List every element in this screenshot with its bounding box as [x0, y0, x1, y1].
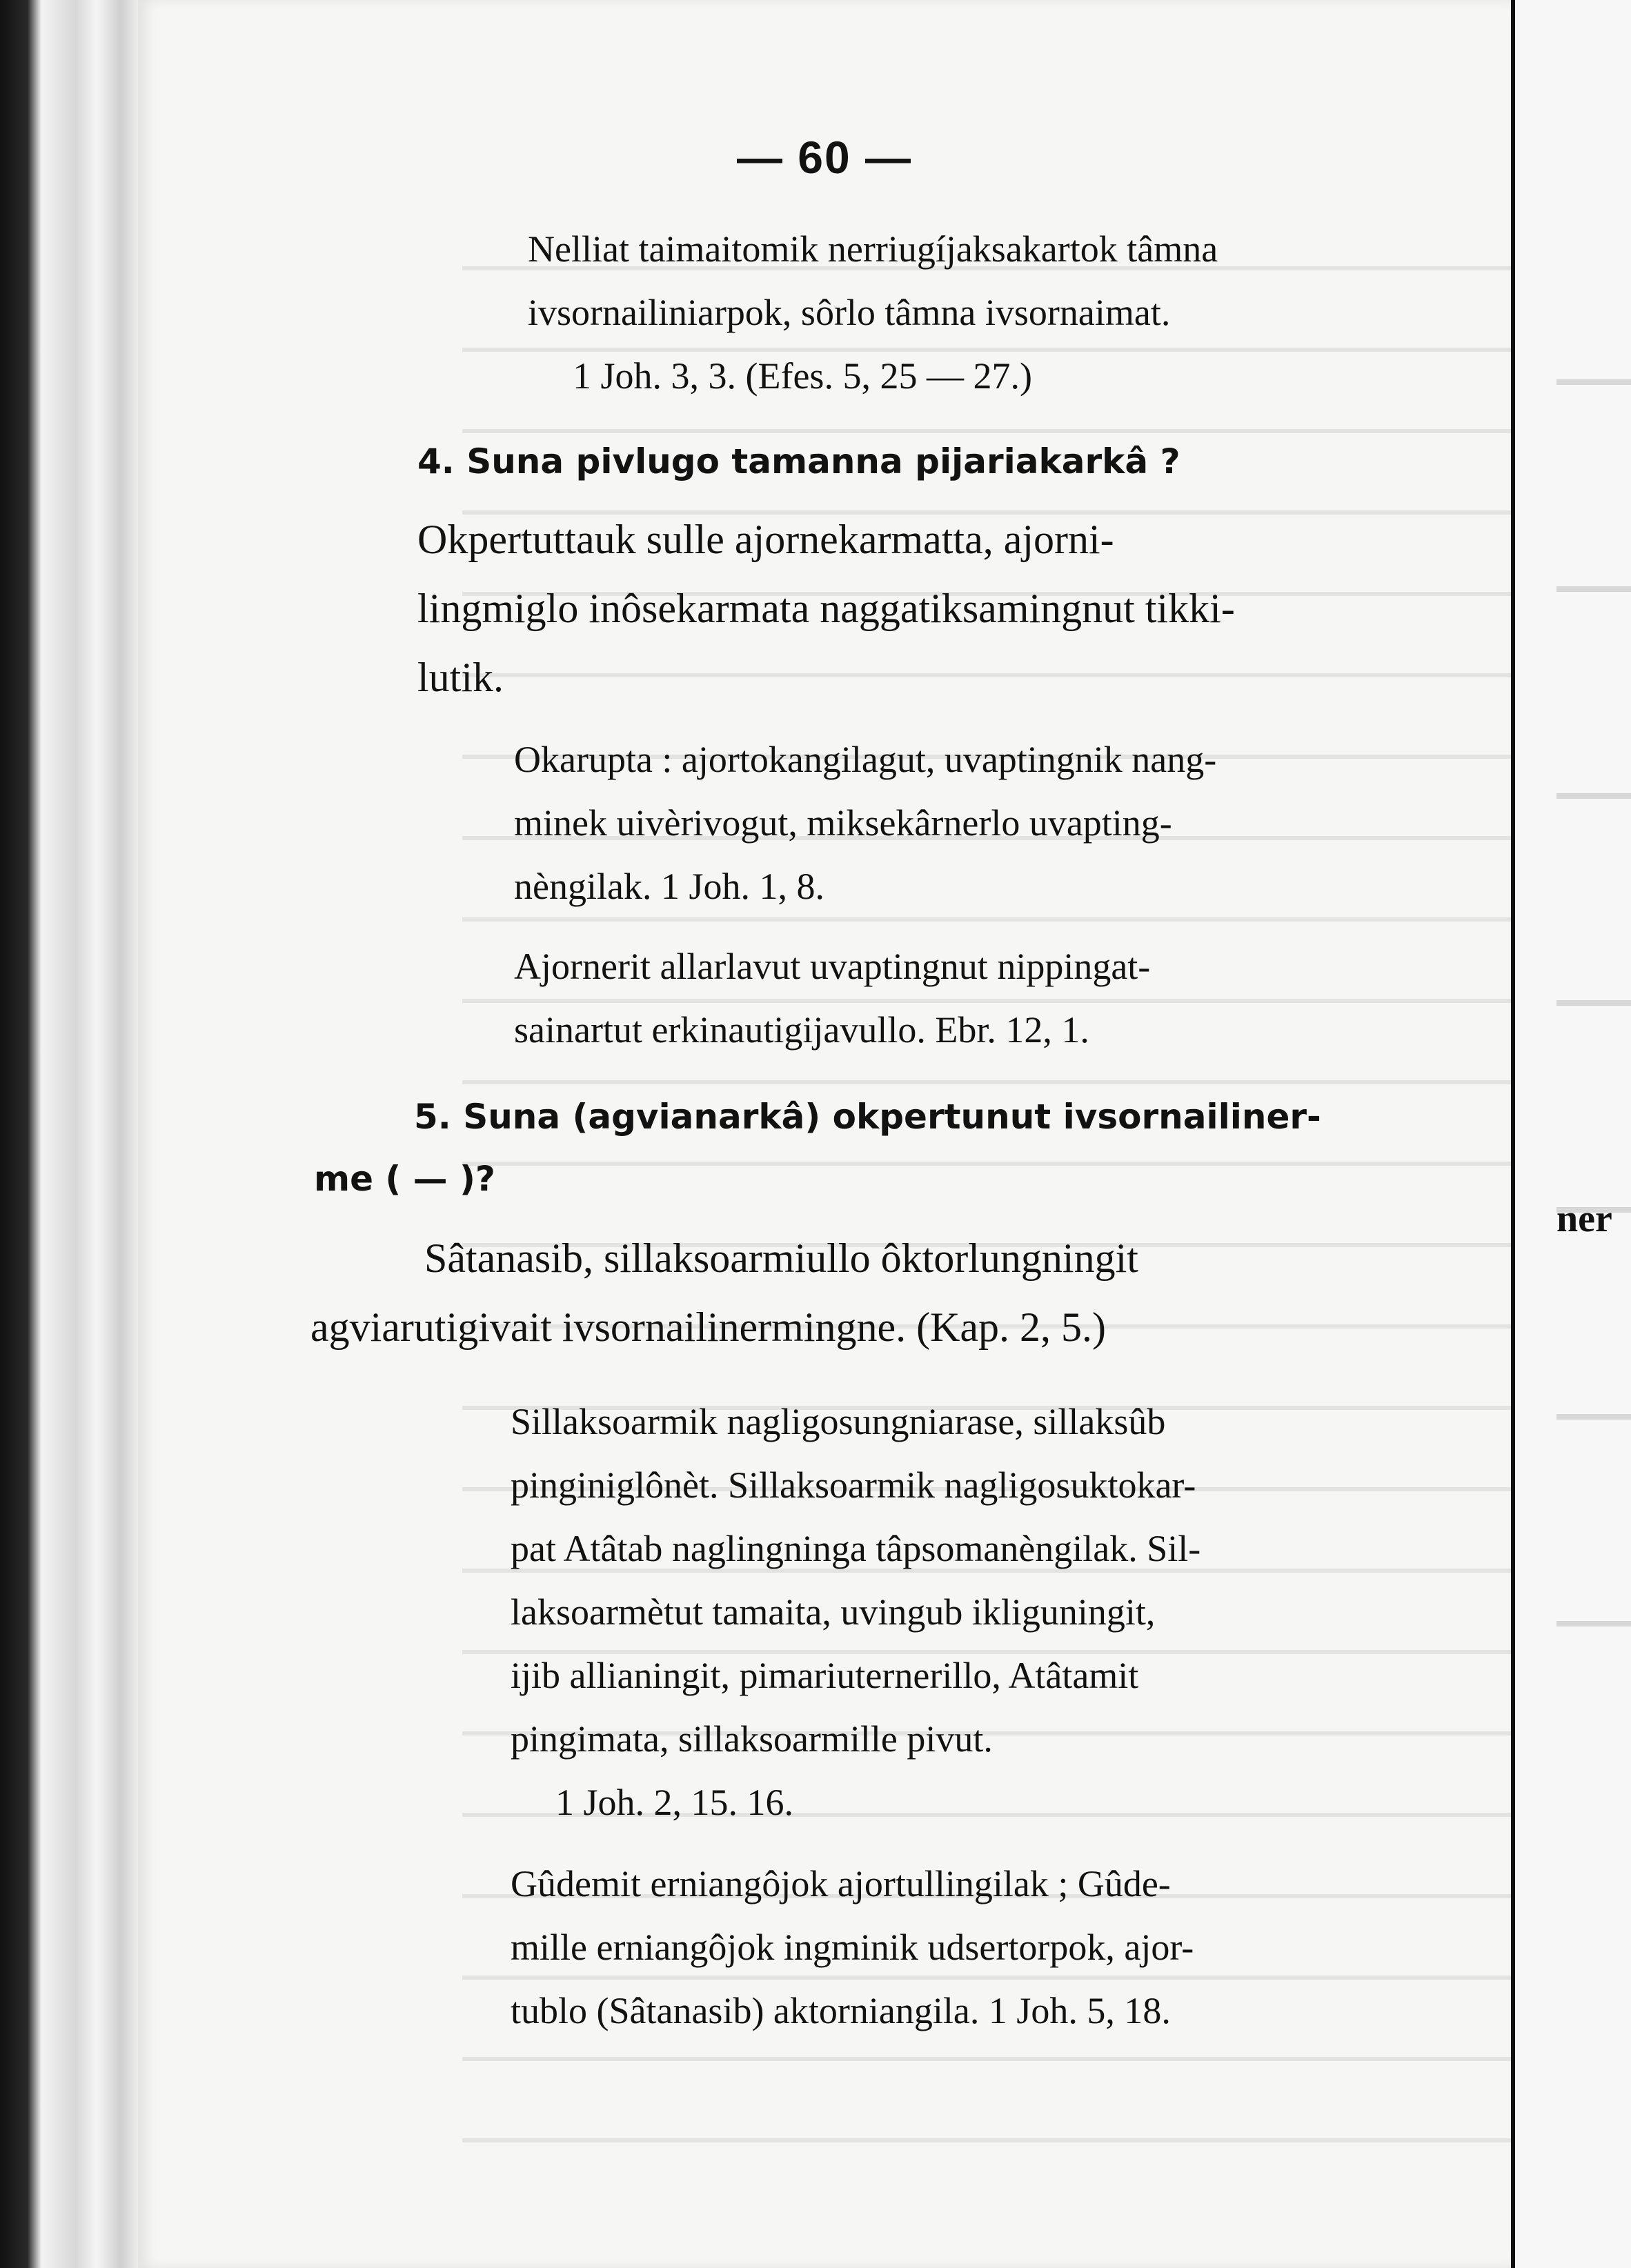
- reference-line: 1 Joh. 2, 15. 16.: [555, 1782, 794, 1823]
- bleed-through-text: [1556, 228, 1631, 1814]
- adjacent-page-text-fragment: ner: [1556, 1197, 1612, 1240]
- answer-line: Sâtanasib, sillaksoarmiullo ôktorlungningit: [424, 1235, 1138, 1281]
- text-line: ivsornailiniarpok, sôrlo tâmna ivsornaimat.: [528, 292, 1171, 333]
- note-line: pingimata, sillaksoarmille pivut.: [511, 1718, 993, 1760]
- note-line: pinginiglônèt. Sillaksoarmik nagligosuktokar-: [511, 1464, 1196, 1506]
- book-page: [138, 0, 1511, 2268]
- bleed-through-text: [462, 207, 1580, 2207]
- note-line: laksoarmètut tamaita, uvingub ikliguningit,: [511, 1591, 1156, 1633]
- note-line: nèngilak. 1 Joh. 1, 8.: [514, 866, 824, 907]
- question-heading: 5. Suna (agvianarkâ) okpertunut ivsornailiner-: [414, 1097, 1321, 1137]
- question-heading: me ( — )?: [314, 1159, 495, 1199]
- note-line: tublo (Sâtanasib) aktorniangila. 1 Joh. 5, 18.: [511, 1990, 1171, 2031]
- text-line: Nelliat taimaitomik nerriugíjaksakartok tâmna: [528, 228, 1218, 270]
- note-line: minek uivèrivogut, miksekârnerlo uvapting-: [514, 802, 1172, 844]
- note-line: Sillaksoarmik nagligosungniarase, sillaksûb: [511, 1401, 1166, 1442]
- reference-line: 1 Joh. 3, 3. (Efes. 5, 25 — 27.): [573, 355, 1032, 397]
- answer-line: lingmiglo inôsekarmata naggatiksamingnut tikki-: [417, 586, 1235, 631]
- question-heading: 4. Suna pivlugo tamanna pijariakarkâ ?: [417, 441, 1180, 481]
- note-line: sainartut erkinautigijavullo. Ebr. 12, 1.: [514, 1009, 1089, 1051]
- note-line: mille erniangôjok ingminik udsertorpok, ajor-: [511, 1927, 1194, 1968]
- note-line: Ajornerit allarlavut uvaptingnut nippingat-: [514, 946, 1151, 987]
- page-number: — 60 —: [736, 132, 913, 183]
- note-line: pat Atâtab naglingninga tâpsomanèngilak. Sil-: [511, 1528, 1201, 1569]
- answer-line: agviarutigivait ivsornailinermingne. (Kap. 2, 5.): [310, 1304, 1107, 1350]
- note-line: Gûdemit erniangôjok ajortullingilak ; Gûde-: [511, 1863, 1171, 1904]
- answer-line: Okpertuttauk sulle ajornekarmatta, ajorni-: [417, 517, 1114, 562]
- adjacent-page-edge: [1511, 0, 1631, 2268]
- note-line: Okarupta : ajortokangilagut, uvaptingnik nang-: [514, 739, 1217, 780]
- answer-line: lutik.: [417, 655, 504, 700]
- note-line: ijib allianingit, pimariuternerillo, Atâtamit: [511, 1655, 1139, 1696]
